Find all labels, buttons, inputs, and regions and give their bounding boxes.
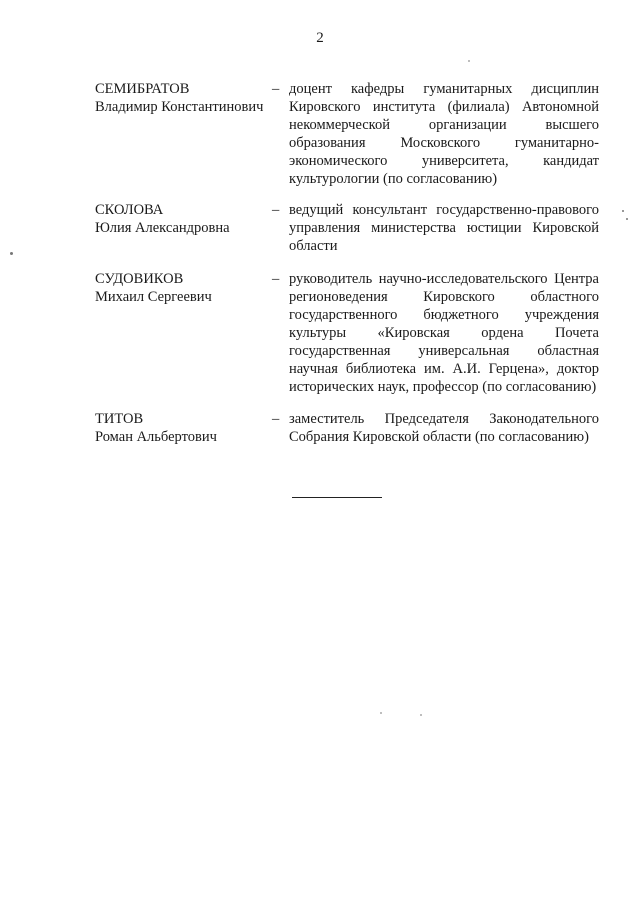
member-name [95,270,270,306]
role-line: Кировского института (филиала) Автономной [289,99,599,115]
member-name [95,80,270,116]
member-given-names: Юлия Александровна [95,220,230,236]
member-surname: СЕМИБРАТОВ [95,81,190,97]
role-line: государственного бюджетного учреждения [289,307,599,323]
scan-speck [380,712,382,714]
member-role [289,80,599,188]
role-line: культуры «Кировская ордена Почета [289,325,599,341]
scan-speck [468,60,470,62]
role-line: Собрания Кировской области (по согласованию) [289,429,589,445]
member-role [289,201,599,255]
role-line: культурологии (по согласованию) [289,171,498,187]
scan-speck [626,218,628,220]
role-line: научная библиотека им. А.И. Герцена», доктор [289,361,599,377]
role-line: управления министерства юстиции Кировской [289,220,599,236]
role-line: регионоведения Кировского областного [289,289,599,305]
role-line: руководитель научно-исследовательского Центра [289,271,599,287]
member-surname: СКОЛОВА [95,202,164,218]
role-line: ведущий консультант государственно-правового [289,202,599,218]
page-number: 2 [316,30,324,46]
dash-separator: – [272,411,280,427]
member-given-names: Роман Альбертович [95,429,217,445]
member-surname: СУДОВИКОВ [95,271,184,287]
role-line: области [289,238,338,254]
role-line: некоммерческой организации высшего [289,117,599,133]
dash-separator: – [272,202,280,218]
role-line: образования Московского гуманитарно- [289,135,599,151]
member-name [95,201,270,237]
role-line: доцент кафедры гуманитарных дисциплин [289,81,599,97]
role-line: исторических наук, профессор (по согласованию) [289,379,597,395]
member-role [289,410,599,446]
dash-separator: – [272,81,280,97]
role-line: государственная универсальная областная [289,343,599,359]
scan-speck [10,252,13,255]
role-line: заместитель Председателя Законодательного [289,411,599,427]
closing-rule [292,497,382,498]
member-role [289,270,599,396]
member-given-names: Владимир Константинович [95,99,264,115]
member-given-names: Михаил Сергеевич [95,289,212,305]
member-name [95,410,270,446]
member-surname: ТИТОВ [95,411,144,427]
scan-speck [622,210,624,212]
role-line: экономического университета, кандидат [289,153,599,169]
scan-speck [420,714,422,716]
dash-separator: – [272,271,280,287]
